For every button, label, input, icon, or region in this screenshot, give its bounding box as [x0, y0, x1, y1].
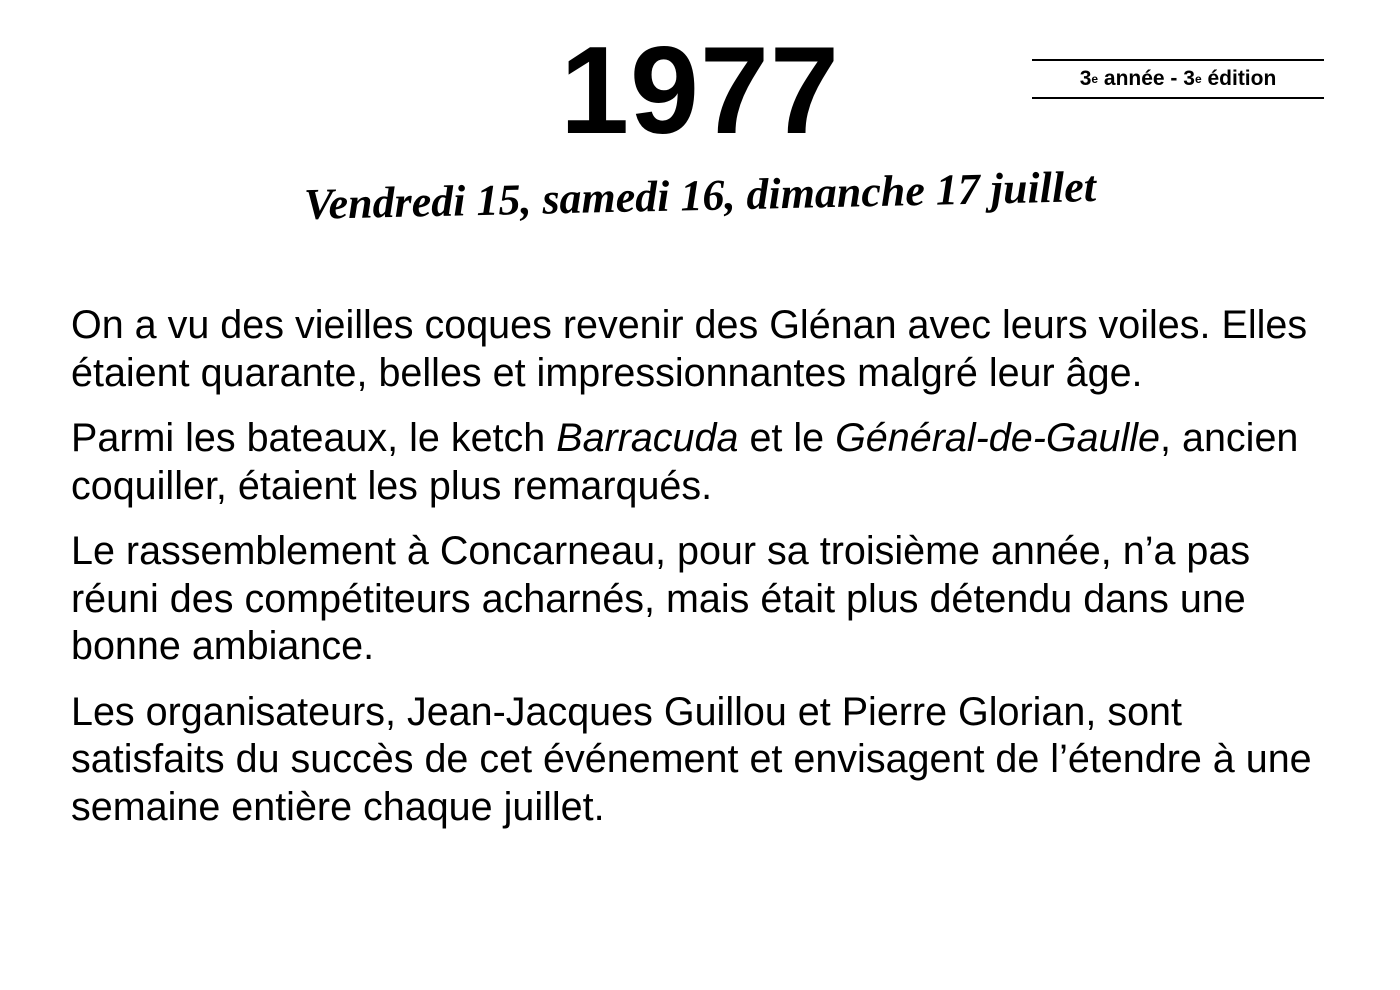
paragraph-2: [71, 415, 1341, 510]
edition-year-word: année -: [1098, 67, 1184, 90]
year-title: 1977: [560, 22, 840, 160]
edition-year-number: 3: [1079, 67, 1092, 90]
event-dates: Vendredi 15, samedi 16, dimanche 17 juillet: [303, 162, 1097, 229]
paragraph-2-part-1: Parmi les bateaux, le ketch: [71, 416, 557, 460]
paragraph-1: On a vu des vieilles coques revenir des Glénan avec leurs voiles. Elles étaient quarante, belles et impressionnantes malgré leur âge.: [71, 303, 1308, 395]
edition-badge: 3 e année - 3 e édition: [1032, 59, 1324, 99]
edition-word: édition: [1201, 67, 1277, 90]
boat-name-general-de-gaulle: Général-de-Gaulle: [835, 416, 1161, 460]
paragraph-2-part-2: et le: [738, 416, 836, 460]
article-body: [71, 302, 1341, 849]
paragraph-4: Les organisateurs, Jean-Jacques Guillou et Pierre Glorian, sont satisfaits du succès de cet événement et envisagent de l’étendre à une semaine entière chaque juillet.: [71, 689, 1312, 829]
boat-name-barracuda: Barracuda: [556, 416, 739, 460]
paragraph-3: Le rassemblement à Concarneau, pour sa troisième année, n’a pas réuni des compétiteurs acharnés, mais était plus détendu dans une bonne ambiance.: [71, 529, 1251, 668]
edition-number: 3: [1183, 67, 1195, 90]
paragraph-2-part-3: , ancien coquiller, étaient les plus remarqués.: [71, 416, 1299, 508]
